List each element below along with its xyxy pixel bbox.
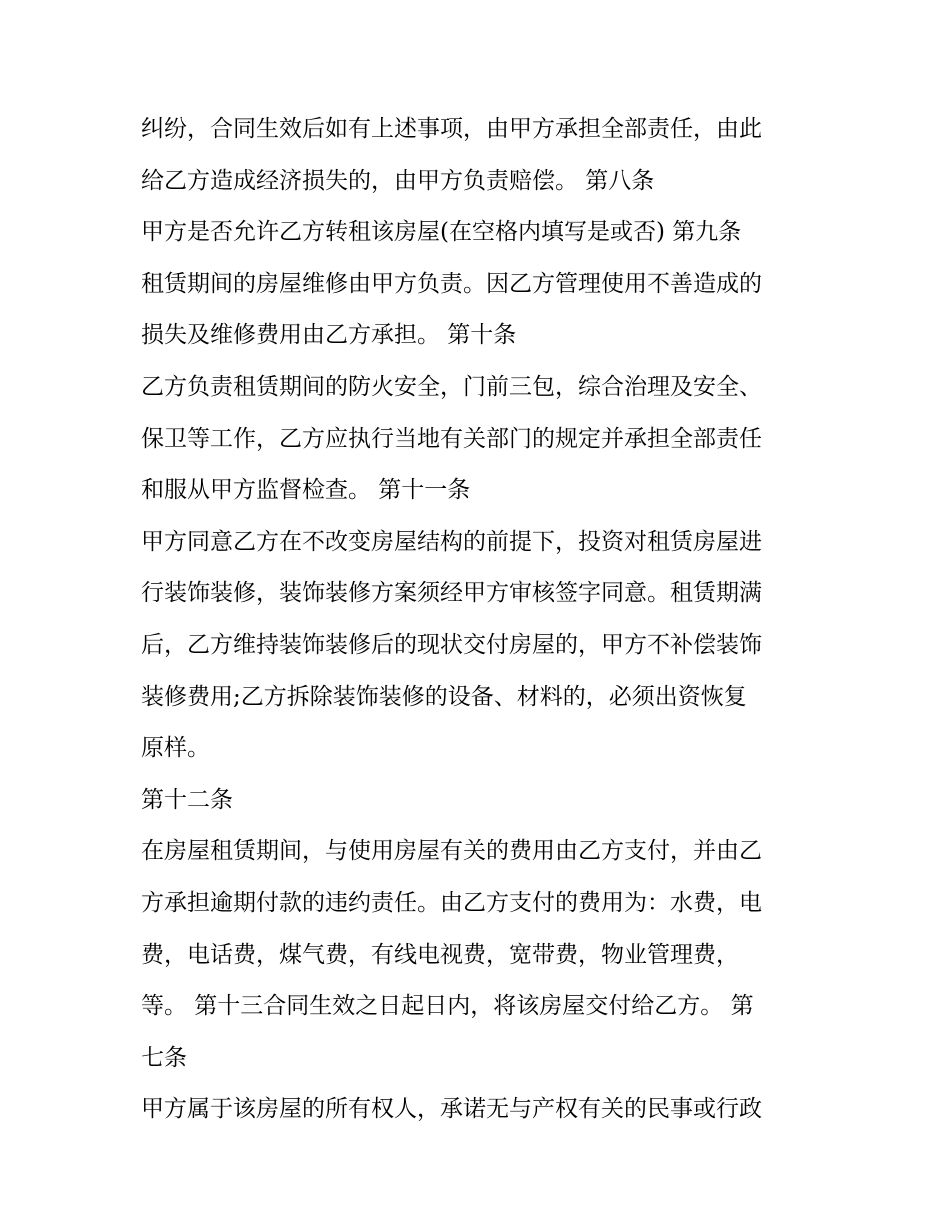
text-line: 租赁期间的房屋维修由甲方负责。因乙方管理使用不善造成的	[141, 270, 762, 297]
text-line: 保卫等工作，乙方应执行当地有关部门的规定并承担全部责任	[141, 425, 762, 452]
text-line: 第十二条	[141, 786, 233, 813]
text-line: 费，电话费，煤气费，有线电视费，宽带费，物业管理费，	[141, 941, 739, 968]
text-line: 后，乙方维持装饰装修后的现状交付房屋的，甲方不补偿装饰	[141, 631, 762, 658]
text-line: 甲方是否允许乙方转租该房屋(在空格内填写是或否) 第九条	[141, 219, 742, 246]
text-line: 在房屋租赁期间，与使用房屋有关的费用由乙方支付，并由乙	[141, 838, 762, 865]
text-line: 给乙方造成经济损失的，由甲方负责赔偿。 第八条	[141, 167, 655, 194]
text-line: 纠纷，合同生效后如有上述事项，由甲方承担全部责任，由此	[141, 116, 762, 142]
text-line: 行装饰装修，装饰装修方案须经甲方审核签字同意。租赁期满	[141, 580, 762, 607]
text-line: 损失及维修费用由乙方承担。 第十条	[141, 322, 517, 349]
text-line: 甲方属于该房屋的所有权人，承诺无与产权有关的民事或行政	[141, 1096, 762, 1123]
text-line: 等。 第十三合同生效之日起日内，将该房屋交付给乙方。 第	[141, 993, 754, 1020]
text-line: 乙方负责租赁期间的防火安全，门前三包，综合治理及安全、	[141, 373, 762, 400]
text-line: 方承担逾期付款的违约责任。由乙方支付的费用为：水费，电	[141, 889, 762, 916]
text-line: 和服从甲方监督检查。 第十一条	[141, 477, 471, 504]
text-line: 装修费用;乙方拆除装饰装修的设备、材料的，必须出资恢复	[141, 683, 747, 710]
document-body	[141, 104, 821, 1136]
text-line: 甲方同意乙方在不改变房屋结构的前提下，投资对租赁房屋进	[141, 528, 762, 555]
text-line: 七条	[141, 1044, 187, 1071]
text-line: 原样。	[141, 735, 210, 762]
